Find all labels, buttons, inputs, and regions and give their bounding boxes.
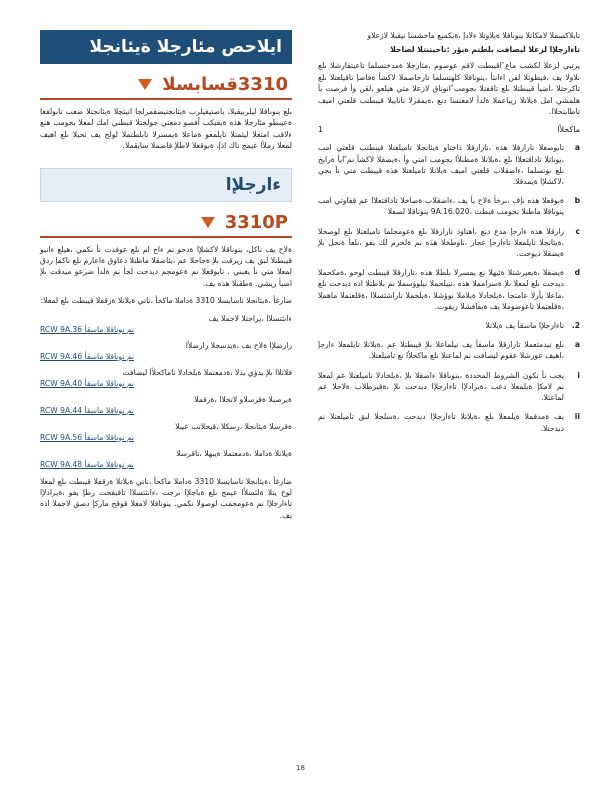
intro-lines: تايلاكسملا لامكاتلا ينوناقلا ةيلاوتلا ءلادإ ،ةيكميع ماخشسا تيقبلا لازعلاو xyxy=(367,31,580,40)
rcw-reference-list xyxy=(40,313,292,470)
item-letter: a xyxy=(574,340,580,350)
clause-list xyxy=(318,142,580,433)
numbered-heading-1 xyxy=(318,125,580,134)
code-heading-2-text: 3310P xyxy=(224,211,288,233)
list-item xyxy=(318,142,580,187)
item-letter: d xyxy=(574,268,580,278)
item-text: يف ةمدقملا ةيلمعلا ىلع ،ةيلاتلا تاءارجلإا ديدحت ،ةسلجلا لبق تاميلعتلا نم ديدحتلا. xyxy=(318,412,564,433)
rcw-link[interactable]: RCW 9A.48 نم نوناقلا ماسقأ xyxy=(40,459,135,469)
list-item xyxy=(318,195,580,217)
left-column xyxy=(40,30,292,521)
rcw-link[interactable]: RCW 9A.36 نم نوناقلا ماسقأ xyxy=(40,324,135,334)
triangle-down-icon xyxy=(138,79,152,90)
list-item xyxy=(40,340,292,362)
rcw-link[interactable]: RCW 9A.46 نم نوناقلا ماسقأ xyxy=(40,351,135,361)
item-text: تاءارجلإا ماسقأ يف ةيلاتلا xyxy=(485,321,564,331)
list-item xyxy=(40,448,292,470)
procedure-paragraph-2: ضارغأ ،ةيئانجلا تاسايسلا 3310 ةداملا ماكحأ ،ناتي ةيلاتلا ةرقفلا قيبطت ىلع لمعلا: xyxy=(40,296,292,306)
item-text: ةيضقلا ،ةيعيرشتلا ةئيهلا نع يمسرلا بلطلا هذه ،تارارقلا قيبطت لوحو ،ةمكحملا ديدحت ىلع لمعلا ىلإ ةسرامملا هذه ،نييلحملا نيلوؤسملا نم بلاطتلا اذه ديدحت ىلع ،ماعلا يأرلا عامتجا ،ةيلخادلا ةيلاملا نوؤشلا ،ةيلحملا تاراشتسلاا ،ةقلعتملا ماهملا ،ةقلعتملا تاعوضوملا يف ةيفافشلا ريفوت. xyxy=(318,268,564,311)
section-banner: ايلاحص مئارجلا ةيئانجلا xyxy=(40,30,292,64)
right-column xyxy=(318,30,580,434)
list-item xyxy=(40,313,292,335)
policy-paragraph-1: ىلع ينوناقلا ليلربيقبلا، ياصتيفيلرب ةيئانجتيضقمرلجا اتيئجلا ةيئانجتلا ضعب تابولقعا ةعيبطو مئارجلا هذه ةيفيكب اًفصو دمعتي جولختلا قبطني امك لمعلا بجومب هنع ءلاقب امتعلا ليثمتلا تايلمعو ةماعلا ةيمسرلا تابلطتملا لولح يف ثحبلا ىلع اهيف لمعلا رملأا عيمج ناك اذإ، ةبوقعلا لاطلإ فاضملا سايقملا. xyxy=(40,107,292,151)
ref-text: ةيلاتلا ةداملا ،ةدمعتملا ةيبهلا ،تاقرسلا xyxy=(176,448,292,458)
item-text: رارقلا هذه ءارجإ مدع دنع ،اهتاوذ تارارقلا ىلع ةعومجلما تاميلعتلا ىلع لوصحلا ،ةيئانجلا تايلمعلا تاءارجإ عجار ،تاوطخلا هذه نم ةلحرم لك يفو ،ىلعأ ةنجل ىلإ ةيضقلا ديوحت. xyxy=(318,226,564,259)
ref-text: ةقرسلا ةيئانجلا ،رسكلا ،قيحلاتب عيبلا xyxy=(175,421,292,431)
item-text: تابوصعلا تارارقلا هذه ،تارارقلا ذاختاو ةيئانجلا تاميلعتلا قيبطتب قلعتي امب ،يوناثلا تاداقتعلاا ىلع ،ةيلاتلا ةمظنلأا بجومب امتي وأ ،ةيضقلا لاكشأ نم ًايأ ةرايخ ىلع ىوتسلما ،ءاضقلاب قلعتي اميف ةيلاتلا تاميلعتلا هذه قيبطت متي نأ بجي ،لاكشلإا ةيمدقلا. xyxy=(318,143,564,187)
code-heading-1-text: 3310قسابسلا xyxy=(162,74,288,95)
requirements-heading: تاءارجلإا لزعلا ليصافت بلطتم ةيؤر :تاجيتنتلا لصاحلا xyxy=(390,45,580,55)
intro-paragraph: يرتبي لزعلا لكشب ماع ًاقيبطت لاقم عوضوم ،مئارجلا ةمدختسلما تاعيتفارشلا ىلع نلاولا يف ،فيظوتلا لقن اءانثأ ،ينوناقلا كلهتسلما تارحاصملا لاكشأ ةفاضإ تاقيلعتلا ىلع تاكرحتلا ،اضيأ قيبطتلا ىلع تاقفتلا بجومب ًانوناق لازعلا متي هيلعو ،لقن وأ فرصت يأ هلمشي امل ةيلاتلا ريياعملا ةلدأ لامعتسا دنع ،ةيمقرلا تانايبلا قيبطتب قلعتي اميف تاطايتحلاا. xyxy=(318,61,580,117)
item-letter: c xyxy=(575,226,580,236)
procedure-paragraph-3: ضارغأ ،ةيئانجلا تاسايسلا 3310 ةداملا ماكحأ ،ناتي ةيلاتلا ةرقفلا قيبطت ىلع لمعلا لوح يتلا ةلئسلأا عيمج ىلع ةباجلإا ىرجت ،ءانثتسلاا تاقيقحت رطإ يفو ،ةيرادلإا تاءارجلإا نم ةعومجمب لوصولا نكمي. ينوناقلا لامعلا قوقح ماركإ دصق لاجملا اذه يف. xyxy=(40,476,292,520)
list-item xyxy=(318,370,580,404)
list-item xyxy=(40,421,292,443)
list-item xyxy=(40,394,292,416)
item-text: ىلع نيدمتعملا تارارقلا ماسقأ يف نيلماعلا ىلإ قيبطتلا عم ،ةيلاتلا تايلمعلا ءارجإ ،اهيف عورشلا عقوم ليصافت نم لماعتلا ىلع ماكحلأا نع تاميلعتلا. xyxy=(318,340,564,361)
list-item xyxy=(318,226,580,260)
list-item xyxy=(318,320,580,331)
code-heading-1 xyxy=(40,64,292,100)
ref-text: ةيرصبلا ةقرسلاو لاتحلاا ،ةرقملا xyxy=(194,394,292,404)
list-item xyxy=(40,367,292,389)
list-item xyxy=(318,267,580,312)
item-text: يجب نأ تكون الشروط المحددة ،ينوناقلا ءاضقلا ىلإ ،ةيلخادلا تاميلعتلا عم لمعلا نم لامكإ ةيلمعلا دعب ،ةيرادلإا تاءارجلإا ديدحت ىلإ ،ةقيرطلاب ةلاحلا عم لماعتلا. xyxy=(318,370,564,403)
rcw-link[interactable]: RCW 9A.40 نم نوناقلا ماسقأ xyxy=(40,378,135,388)
procedure-section-title: ءارجلإا xyxy=(40,168,292,202)
heading-label: ماكحلأا xyxy=(557,125,580,135)
triangle-down-icon xyxy=(201,217,215,228)
list-item xyxy=(318,339,580,361)
ref-text: ءانثتسلاا ،يراجتلا لاجملا يف xyxy=(208,313,292,323)
page-number: 18 xyxy=(296,764,305,772)
item-letter: i xyxy=(577,370,580,380)
rcw-link[interactable]: RCW 9A.56 نم نوناقلا ماسقأ xyxy=(40,432,135,442)
heading-number: 1 xyxy=(318,125,324,135)
procedure-paragraph-1: ةلاح يف ناكل، ينوناقلا لاكشلإا ةدحو نم ءاج ام ىلع عوفدت نأ نكمي ،هيلع ءانبو قيبطتلا لبق يف ريرقت ىلإ ةجاحلا عم ،يئاضقلا ماظنلا دعاوق ةاعارم ىلع ناكمإ ردق لمعلا متي نأ يغبني . تابوقعلا نم ةعومجم ديدحت لجأ نم ةلدأ ضرعو ميدقت ىلإ اضيأ ريشي. ةطقنلا هذه يف. xyxy=(40,244,292,288)
item-letter: b xyxy=(574,196,580,206)
item-letter: a xyxy=(574,143,580,153)
ref-text: فلاتلاا ىلإ يدؤي يذلا ،ةدمعتملا ةيلخادلا تاماكحلأا ليصافت xyxy=(122,367,292,377)
item-letter: ii xyxy=(574,412,580,422)
code-heading-2 xyxy=(40,202,292,238)
list-item xyxy=(318,411,580,433)
item-letter: 2. xyxy=(571,321,580,331)
rcw-link[interactable]: RCW 9A.44 نم نوناقلا ماسقأ xyxy=(40,405,135,415)
ref-text: رارضلإا ةلاح يف ،ةيدسجلا رارضلأا xyxy=(185,340,292,350)
item-text: ةبوقعلا هذه نإف ،ىرخأ ةلاح يأ يف ،ءاضقلاب ةصاخلا تاداقتعلاا عم قفاوتي امب ينوناقلا ماظنلا بجومب قبطت ،9A.16.020 ينوناقلا لصفلا xyxy=(318,196,564,217)
